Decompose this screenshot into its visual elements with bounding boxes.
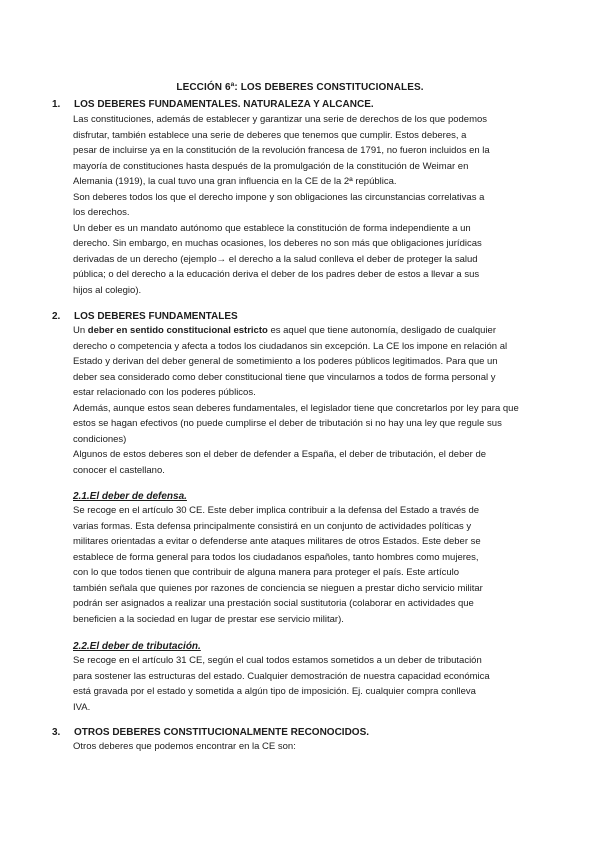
paragraph-line: militares orientadas a evitar o defenderse ante ataques militares de otros Estados. Este deber se [73,536,481,547]
paragraph-line: podrán ser asignados a realizar una prestación social sustitutoria (colaborar en actividades que [73,598,474,609]
section-2-title: LOS DEBERES FUNDAMENTALES [74,311,238,322]
paragraph-line: Son deberes todos los que el derecho impone y son obligaciones las circunstancias correlativas a [73,191,485,203]
paragraph-line: pesar de incluirse ya en la constitución de la revolución francesa de 1791, no fueron incluidos en la [73,145,490,156]
paragraph-line: conocer el castellano. [73,464,165,476]
paragraph-line: derecho o competencia y afecta a todos los ciudadanos sin excepción. La CE los impone en relación al [73,340,508,352]
intro-text: Un [73,325,88,336]
paragraph-line: Se recoge en el artículo 30 CE. Este deber implica contribuir a la defensa del Estado a través de [73,505,480,516]
paragraph-line: también señala que quienes por razones de conciencia se nieguen a prestar dicho servicio militar [73,582,483,594]
section-2-number: 2. [52,311,61,322]
section-3-body [73,739,563,755]
paragraph-line: estos se hagan efectivos (no puede cumplirse el deber de tributación si no hay una ley que regule sus [73,418,502,429]
lesson-title: LECCIÓN 6ª: LOS DEBERES CONSTITUCIONALES. [176,82,424,93]
section-2-body [73,323,563,478]
section-1-number: 1. [52,99,61,110]
subsection-2-2-heading: 2.2.El deber de tributación. [73,641,201,652]
paragraph-line: establece de forma general para todos los ciudadanos españoles, tanto hombres como mujeres, [73,551,479,563]
paragraph-line: Algunos de estos deberes son el deber de defender a España, el deber de tributación, el deber de [73,449,487,460]
paragraph-line: varias formas. Esta defensa principalmente consistirá en un conjunto de actividades políticas y [73,520,472,532]
paragraph-line: condiciones) [73,433,127,445]
paragraph-line [73,323,563,339]
section-2-heading [52,311,238,322]
paragraph-line: para sostener las estructuras del estado. Cualquier demostración de nuestra capacidad económica [73,670,490,682]
section-3-title: OTROS DEBERES CONSTITUCIONALMENTE RECONOCIDOS. [74,727,370,738]
paragraph-line: Otros deberes que podemos encontrar en la CE son: [73,741,296,752]
paragraph-line: disfrutar, también establece una serie de deberes que tenemos que cumplir. Estos deberes, a [73,129,467,141]
paragraph-line: mayoría de constituciones hasta después de la promulgación de la constitución de Weimar en [73,160,469,172]
paragraph-line: Además, aunque estos sean deberes fundamentales, el legislador tiene que concretarlos por ley para que [73,402,519,414]
intro-text: es aquel que tiene autonomía, desligado de cualquier [267,325,496,336]
paragraph-line: Estado y derivan del deber general de sometimiento a los poderes públicos legitimados. Para que un [73,356,498,367]
paragraph-line: Alemania (1919), la cual tuvo una gran influencia en la CE de la 2ª república. [73,176,397,187]
paragraph-line: hijos al colegio). [73,284,142,296]
subsection-2-1-heading: 2.1.El deber de defensa. [73,491,187,502]
paragraph-line: derivadas de un derecho (ejemplo→ el derecho a la salud conlleva el deber de proteger la salud [73,253,478,265]
paragraph-line: derecho. Sin embargo, en muchas ocasiones, los deberes no son más que obligaciones jurídicas [73,238,482,249]
subsection-2-2-body [73,653,563,715]
paragraph-line: con lo que todos tienen que contribuir de alguna manera para proteger el país. Este artículo [73,567,460,578]
paragraph-line: deber sea considerado como deber constitucional tiene que vincularnos a todos de forma personal y [73,371,496,383]
paragraph-line: pública; o del derecho a la educación deriva el deber de los padres deber de estos a llevar a sus [73,269,480,280]
paragraph-line: está gravada por el estado y sometida a algún tipo de imposición. Ej. cualquier compra conlleva [73,686,476,697]
paragraph-line: Se recoge en el artículo 31 CE, según el cual todos estamos sometidos a un deber de tributación [73,655,482,666]
bold-term: deber en sentido constitucional estricto [87,325,268,336]
paragraph-line: IVA. [73,701,91,713]
section-1-title: LOS DEBERES FUNDAMENTALES. NATURALEZA Y ALCANCE. [74,99,374,110]
paragraph-line: beneficien a la sociedad en lugar de prestar ese servicio militar). [73,613,344,625]
section-3-number: 3. [52,727,61,738]
section-1-body [73,112,563,298]
section-3-heading [52,727,369,738]
paragraph-line: estar relacionado con los poderes públicos. [73,387,256,398]
section-1-heading [52,99,374,110]
paragraph-line: los derechos. [73,207,130,218]
paragraph-line: Un deber es un mandato autónomo que establece la constitución de forma independiente a un [73,222,471,234]
subsection-2-1-body [73,503,563,627]
paragraph-line: Las constituciones, además de establecer y garantizar una serie de derechos de los que podemos [73,114,488,125]
